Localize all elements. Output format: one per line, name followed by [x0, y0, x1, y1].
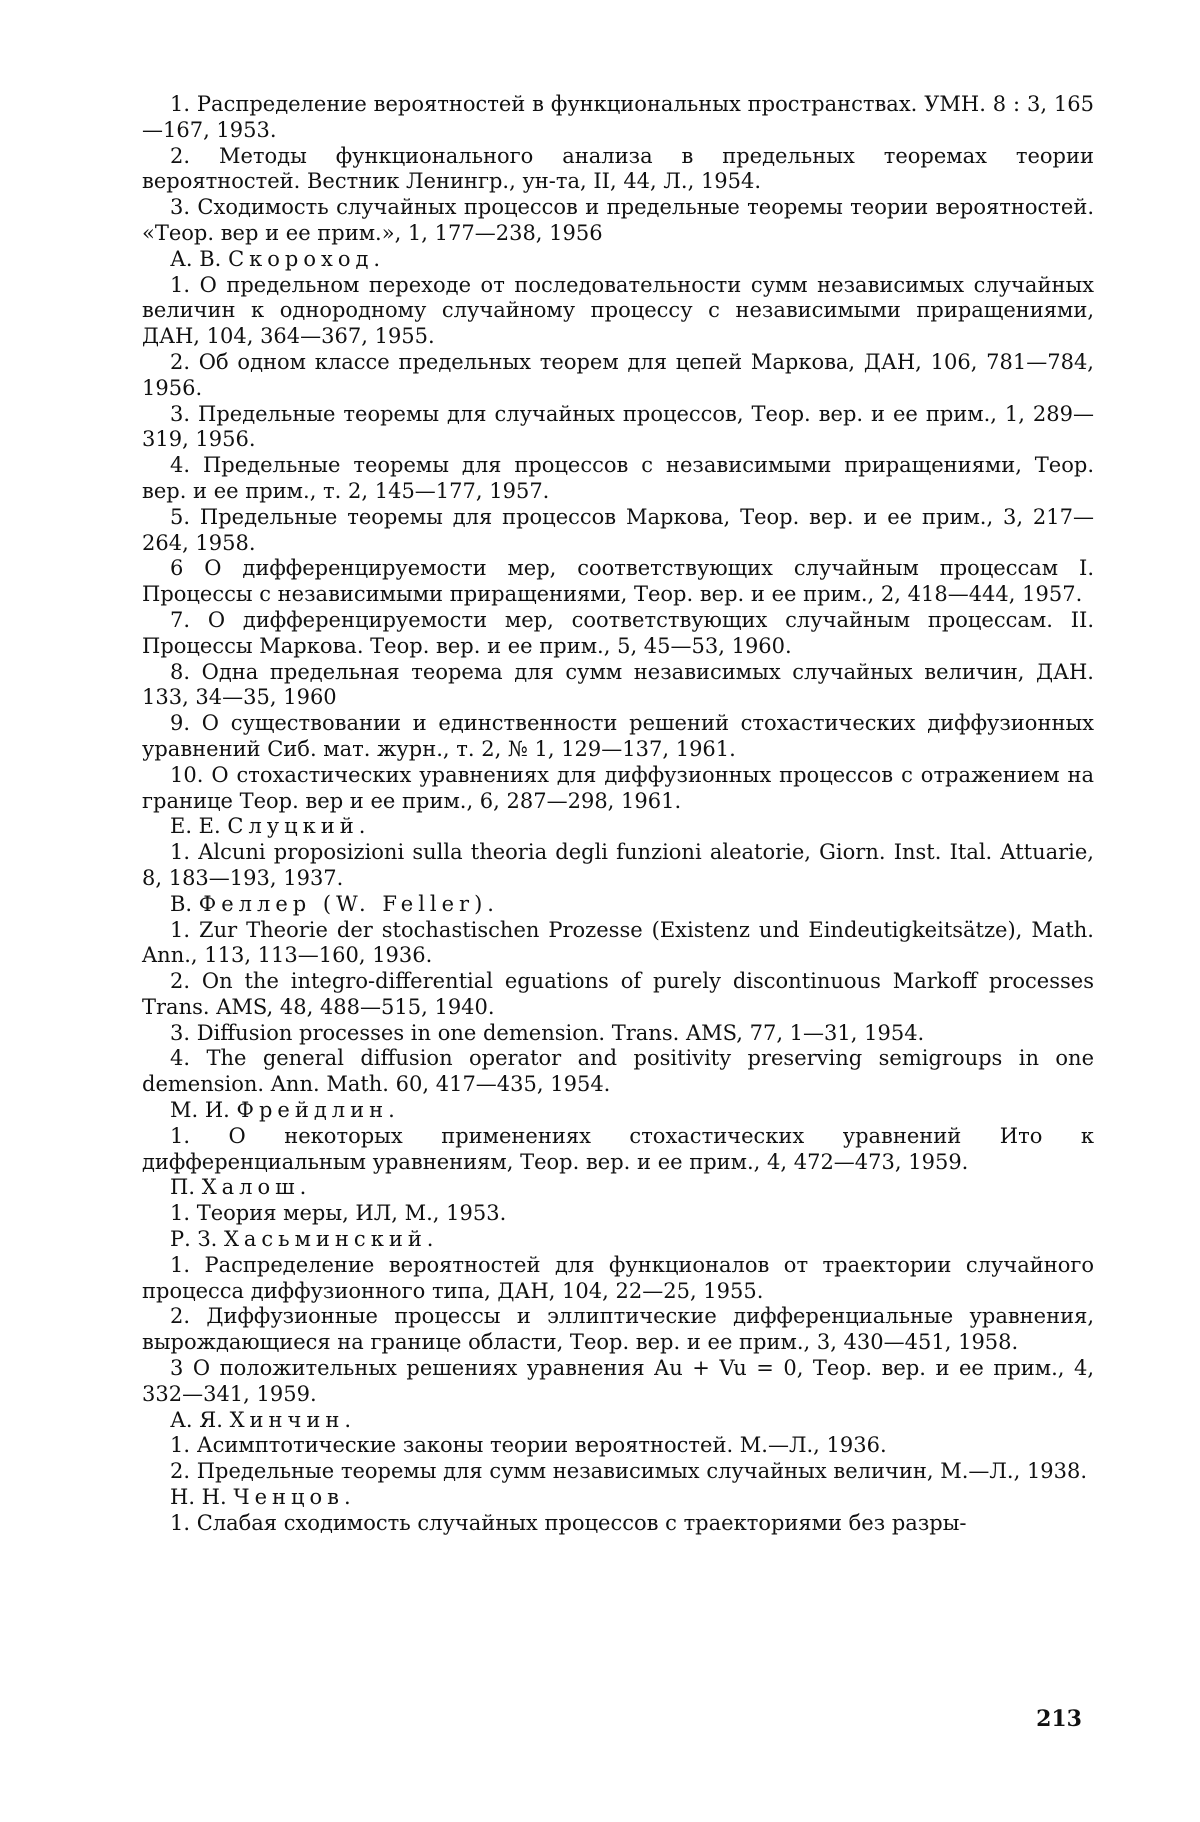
bibliography-entry: 2. Диффузионные процессы и эллиптические дифференциальные уравнения, вырождающиеся на границе области, Теор. вер. и ее прим., 3, 430—451, 1958. [142, 1304, 1094, 1355]
bibliography-entry: 4. Предельные теоремы для процессов с независимыми приращениями, Теор. вер. и ее прим., т. 2, 145—177, 1957. [142, 453, 1094, 503]
author-heading [142, 892, 1094, 918]
bibliography-entry: 10. О стохастических уравнениях для диффузионных процессов с отражением на границе Теор. вер и ее прим., 6, 287—298, 1961. [142, 762, 1094, 813]
bibliography-entry: 7. О дифференцируемости мер, соответствующих случайным процессам. II. Процессы Маркова. Теор. вер. и ее прим., 5, 45—53, 1960. [142, 607, 1094, 658]
bibliography-entry: 9. О существовании и единственности решений стохастических диффузионных уравнений Сиб. мат. журн., т. 2, № 1, 129—137, 1961. [142, 711, 1094, 761]
bibliography-entry: 1. О некоторых применениях стохастических уравнений Ито к дифференциальным уравнениям, Теор. вер. и ее прим., 4, 472—473, 1959. [142, 1123, 1094, 1174]
bibliography-entry: 1. О предельном переходе от последовательности сумм независимых случайных величин к однородному случайному процессу с независимыми приращениями, ДАН, 104, 364—367, 1955. [142, 272, 1094, 349]
author-initials: Н. Н. [170, 1485, 227, 1510]
bibliography-entry: 2. Предельные теоремы для сумм независимых случайных величин, М.—Л., 1938. [170, 1459, 1088, 1484]
bibliography-entry: 3. Сходимость случайных процессов и предельные теоремы теории вероятностей. «Теор. вер и ее прим.», 1, 177—238, 1956 [142, 195, 1094, 245]
author-initials: Е. Е. [170, 814, 221, 839]
bibliography-entry: 1. Zur Theorie der stochastischen Prozesse (Existenz und Eindeutigkeitsätze), Math. Ann., 113, 113—160, 1936. [142, 917, 1094, 968]
author-surname: Хинчин. [229, 1407, 357, 1432]
bibliography-entry: 1. Асимптотические законы теории вероятностей. М.—Л., 1936. [170, 1433, 887, 1458]
bibliography-list [142, 92, 1094, 1537]
bibliography-entry: 3 О положительных решениях уравнения Au + Vu = 0, Теор. вер. и ее прим., 4, 332—341, 1959. [142, 1356, 1094, 1406]
author-heading [142, 247, 1094, 273]
author-heading [142, 1408, 1094, 1434]
author-initials: А. В. [170, 246, 222, 271]
author-initials: Р. З. [170, 1227, 218, 1252]
bibliography-entry: 3. Предельные теоремы для случайных процессов, Теор. вер. и ее прим., 1, 289—319, 1956. [142, 401, 1094, 452]
bibliography-entry: 2. Методы функционального анализа в предельных теоремах теории вероятностей. Вестник Ленингр., ун-та, II, 44, Л., 1954. [142, 143, 1094, 194]
author-surname: Хасьминский. [223, 1227, 439, 1252]
bibliography-entry: 1. Alcuni proposizioni sulla theoria degli funzioni aleatorie, Giorn. Inst. Ital. Attuarie, 8, 183—193, 1937. [142, 840, 1094, 890]
bibliography-entry: 1. Теория меры, ИЛ, М., 1953. [170, 1201, 507, 1226]
author-heading [142, 814, 1094, 840]
author-initials: М. И. [170, 1098, 230, 1123]
author-surname: Фрейдлин. [236, 1098, 400, 1123]
bibliography-entry: 8. Одна предельная теорема для сумм независимых случайных величин, ДАН. 133, 34—35, 1960 [142, 659, 1094, 710]
author-surname: Ченцов. [233, 1485, 356, 1510]
bibliography-entry: 1. Слабая сходимость случайных процессов с траекториями без разры- [170, 1510, 967, 1535]
author-surname: Халош. [201, 1175, 312, 1200]
author-heading [142, 1227, 1094, 1253]
bibliography-entry: 3. Diffusion processes in one demension. Trans. AMS, 77, 1—31, 1954. [170, 1020, 925, 1045]
bibliography-entry: 2. On the integro-differential eguations of purely discontinuous Markoff processes Trans. AMS, 48, 488—515, 1940. [142, 969, 1094, 1019]
bibliography-entry: 2. Об одном классе предельных теорем для цепей Маркова, ДАН, 106, 781—784, 1956. [142, 349, 1094, 400]
author-initials: В. [170, 891, 193, 916]
bibliography-entry: 4. The general diffusion operator and positivity preserving semigroups in one demension. Ann. Math. 60, 417—435, 1954. [142, 1046, 1094, 1097]
bibliography-entry: 6 О дифференцируемости мер, соответствующих случайным процессам I. Процессы с независимыми приращениями, Теор. вер. и ее прим., 2, 418—444, 1957. [142, 556, 1094, 607]
page-number: 213 [1036, 1706, 1082, 1732]
bibliography-entry: 1. Распределение вероятностей в функциональных пространствах. УМН. 8 : 3, 165—167, 1953. [142, 92, 1094, 142]
author-initials: П. [170, 1175, 195, 1200]
author-heading [142, 1098, 1094, 1124]
author-surname: Феллер (W. Feller). [198, 891, 499, 916]
bibliography-entry: 5. Предельные теоремы для процессов Маркова, Теор. вер. и ее прим., 3, 217—264, 1958. [142, 504, 1094, 555]
author-heading [142, 1485, 1094, 1511]
bibliography-entry: 1. Распределение вероятностей для функционалов от траектории случайного процесса диффузионного типа, ДАН, 104, 22—25, 1955. [142, 1252, 1094, 1303]
author-heading [142, 1175, 1094, 1201]
author-surname: Скороход. [228, 246, 386, 271]
author-surname: Слуцкий. [227, 814, 371, 839]
author-initials: А. Я. [170, 1407, 223, 1432]
